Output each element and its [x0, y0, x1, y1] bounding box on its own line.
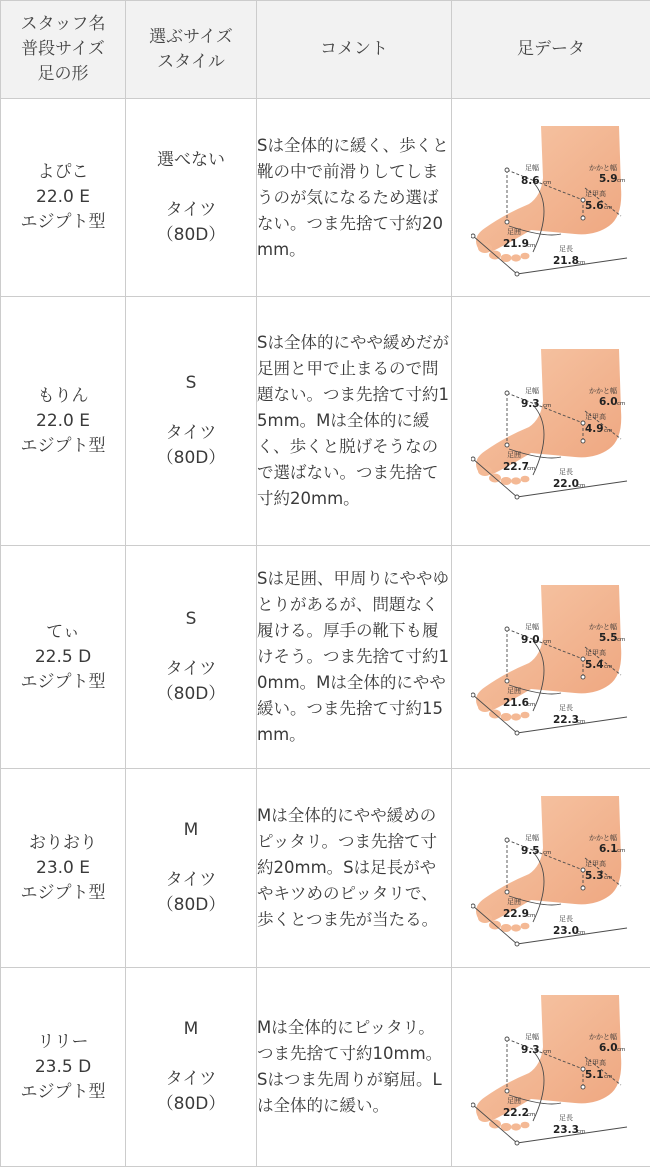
foot-width-value: 9.3	[521, 1044, 540, 1056]
staff-foot-shape: エジプト型	[1, 1080, 125, 1105]
foot-width-unit: cm	[543, 850, 551, 856]
comment-cell: Sは全体的にやや緩めだが足囲と甲で止まるので問題ない。つま先捨て寸約15mm。Mは全体的に緩く、歩くと脱げそうなので選ばない。つま先捨て寸約20mm。	[257, 297, 452, 546]
foot-data-cell	[452, 546, 650, 769]
staff-cell	[1, 99, 126, 297]
denier-label: （80D）	[126, 893, 256, 918]
girth-label: 足囲	[507, 1096, 521, 1105]
table-row	[1, 99, 650, 297]
choice-cell	[126, 769, 257, 968]
choice-cell	[126, 99, 257, 297]
length-value: 23.0	[553, 925, 579, 937]
heel-width-value: 6.1	[599, 843, 618, 855]
staff-size: 22.0 E	[1, 185, 125, 210]
table-row	[1, 297, 650, 546]
denier-label: （80D）	[126, 682, 256, 707]
length-unit: cm	[577, 260, 585, 266]
foot-width-unit: cm	[543, 1049, 551, 1055]
table-row	[1, 769, 650, 968]
length-unit: cm	[577, 719, 585, 725]
length-label: 足長	[559, 703, 573, 712]
staff-foot-shape: エジプト型	[1, 210, 125, 235]
foot-diagram	[471, 788, 631, 948]
comment-cell: Sは全体的に緩く、歩くと靴の中で前滑りしてしまうのが気になるため選ばない。つま先捨て寸約20mm。	[257, 99, 452, 297]
instep-label: 足甲高	[585, 412, 606, 421]
girth-label: 足囲	[507, 227, 521, 236]
comment-cell: Mは全体的にやや緩めのピッタリ。つま先捨て寸約20mm。Sは足長がややキツめのピッタリで、歩くとつま先が当たる。	[257, 769, 452, 968]
foot-data-cell	[452, 968, 650, 1167]
staff-foot-shape: エジプト型	[1, 434, 125, 459]
instep-label: 足甲高	[585, 189, 606, 198]
header-staff: スタッフ名 普段サイズ 足の形	[1, 1, 126, 99]
heel-width-value: 6.0	[599, 1042, 618, 1054]
foot-width-value: 9.3	[521, 398, 540, 410]
instep-unit: cm	[604, 664, 612, 670]
style-label: タイツ	[126, 421, 256, 446]
staff-name: リリー	[1, 1030, 125, 1055]
heel-width-label: かかと幅	[589, 833, 617, 842]
instep-label: 足甲高	[585, 648, 606, 657]
chosen-size: 選べない	[126, 148, 256, 173]
comment-cell: Mは全体的にピッタリ。つま先捨て寸約10mm。Sはつま先周りが窮屈。Lは全体的に緩い。	[257, 968, 452, 1167]
chosen-size: M	[126, 818, 256, 843]
staff-cell	[1, 968, 126, 1167]
foot-width-value: 9.5	[521, 845, 540, 857]
girth-unit: cm	[527, 702, 535, 708]
style-label: タイツ	[126, 868, 256, 893]
foot-data-cell	[452, 297, 650, 546]
heel-width-unit: cm	[617, 1047, 625, 1053]
heel-width-label: かかと幅	[589, 622, 617, 631]
instep-unit: cm	[604, 205, 612, 211]
chosen-size: S	[126, 607, 256, 632]
foot-data-cell	[452, 99, 650, 297]
foot-width-unit: cm	[543, 639, 551, 645]
choice-cell	[126, 968, 257, 1167]
length-value: 23.3	[553, 1124, 579, 1136]
choice-cell	[126, 546, 257, 769]
foot-diagram	[471, 577, 631, 737]
foot-width-value: 8.6	[521, 175, 540, 187]
style-label: タイツ	[126, 198, 256, 223]
girth-value: 22.7	[503, 461, 529, 473]
header-choice: 選ぶサイズ スタイル	[126, 1, 257, 99]
heel-width-value: 5.9	[599, 173, 618, 185]
staff-name: よぴこ	[1, 160, 125, 185]
chosen-size: S	[126, 371, 256, 396]
girth-unit: cm	[527, 243, 535, 249]
staff-name: もりん	[1, 384, 125, 409]
heel-width-label: かかと幅	[589, 1032, 617, 1041]
girth-value: 22.2	[503, 1107, 529, 1119]
foot-width-unit: cm	[543, 180, 551, 186]
instep-label: 足甲高	[585, 859, 606, 868]
foot-diagram	[471, 341, 631, 501]
heel-width-unit: cm	[617, 848, 625, 854]
girth-unit: cm	[527, 913, 535, 919]
table-row	[1, 546, 650, 769]
length-label: 足長	[559, 244, 573, 253]
heel-width-label: かかと幅	[589, 163, 617, 172]
foot-width-label: 足幅	[525, 622, 539, 631]
staff-size: 23.5 D	[1, 1055, 125, 1080]
denier-label: （80D）	[126, 446, 256, 471]
staff-size: 22.0 E	[1, 409, 125, 434]
length-unit: cm	[577, 930, 585, 936]
heel-width-value: 6.0	[599, 396, 618, 408]
header-foot-data: 足データ	[452, 1, 650, 99]
foot-diagram	[471, 118, 631, 278]
staff-cell	[1, 769, 126, 968]
instep-value: 4.9	[585, 423, 604, 435]
girth-label: 足囲	[507, 450, 521, 459]
header-row	[1, 1, 650, 99]
staff-name: おりおり	[1, 831, 125, 856]
length-value: 22.3	[553, 714, 579, 726]
length-value: 21.8	[553, 255, 579, 267]
length-unit: cm	[577, 483, 585, 489]
instep-unit: cm	[604, 428, 612, 434]
instep-value: 5.1	[585, 1069, 604, 1081]
foot-data-cell	[452, 769, 650, 968]
staff-size: 22.5 D	[1, 645, 125, 670]
denier-label: （80D）	[126, 223, 256, 248]
foot-width-label: 足幅	[525, 833, 539, 842]
staff-name: てぃ	[1, 620, 125, 645]
instep-value: 5.4	[585, 659, 604, 671]
chosen-size: M	[126, 1017, 256, 1042]
girth-label: 足囲	[507, 686, 521, 695]
heel-width-unit: cm	[617, 637, 625, 643]
denier-label: （80D）	[126, 1092, 256, 1117]
girth-value: 21.6	[503, 697, 529, 709]
length-label: 足長	[559, 1113, 573, 1122]
instep-unit: cm	[604, 875, 612, 881]
foot-width-value: 9.0	[521, 634, 540, 646]
heel-width-label: かかと幅	[589, 386, 617, 395]
staff-size: 23.0 E	[1, 856, 125, 881]
choice-cell	[126, 297, 257, 546]
staff-foot-shape: エジプト型	[1, 670, 125, 695]
instep-unit: cm	[604, 1074, 612, 1080]
girth-unit: cm	[527, 466, 535, 472]
instep-value: 5.3	[585, 870, 604, 882]
table-row	[1, 968, 650, 1167]
girth-value: 22.9	[503, 908, 529, 920]
header-comment: コメント	[257, 1, 452, 99]
length-label: 足長	[559, 914, 573, 923]
heel-width-unit: cm	[617, 178, 625, 184]
comment-cell: Sは足囲、甲周りにややゆとりがあるが、問題なく履ける。厚手の靴下も履けそう。つま先捨て寸約10mm。Mは全体的にやや緩い。つま先捨て寸約15mm。	[257, 546, 452, 769]
girth-unit: cm	[527, 1112, 535, 1118]
heel-width-unit: cm	[617, 401, 625, 407]
length-label: 足長	[559, 467, 573, 476]
staff-cell	[1, 546, 126, 769]
staff-foot-shape: エジプト型	[1, 881, 125, 906]
foot-width-label: 足幅	[525, 163, 539, 172]
heel-width-value: 5.5	[599, 632, 618, 644]
style-label: タイツ	[126, 657, 256, 682]
instep-value: 5.6	[585, 200, 604, 212]
girth-value: 21.9	[503, 238, 529, 250]
girth-label: 足囲	[507, 897, 521, 906]
length-unit: cm	[577, 1129, 585, 1135]
style-label: タイツ	[126, 1067, 256, 1092]
foot-width-label: 足幅	[525, 1032, 539, 1041]
foot-width-label: 足幅	[525, 386, 539, 395]
foot-diagram	[471, 987, 631, 1147]
foot-width-unit: cm	[543, 403, 551, 409]
length-value: 22.0	[553, 478, 579, 490]
instep-label: 足甲高	[585, 1058, 606, 1067]
staff-cell	[1, 297, 126, 546]
